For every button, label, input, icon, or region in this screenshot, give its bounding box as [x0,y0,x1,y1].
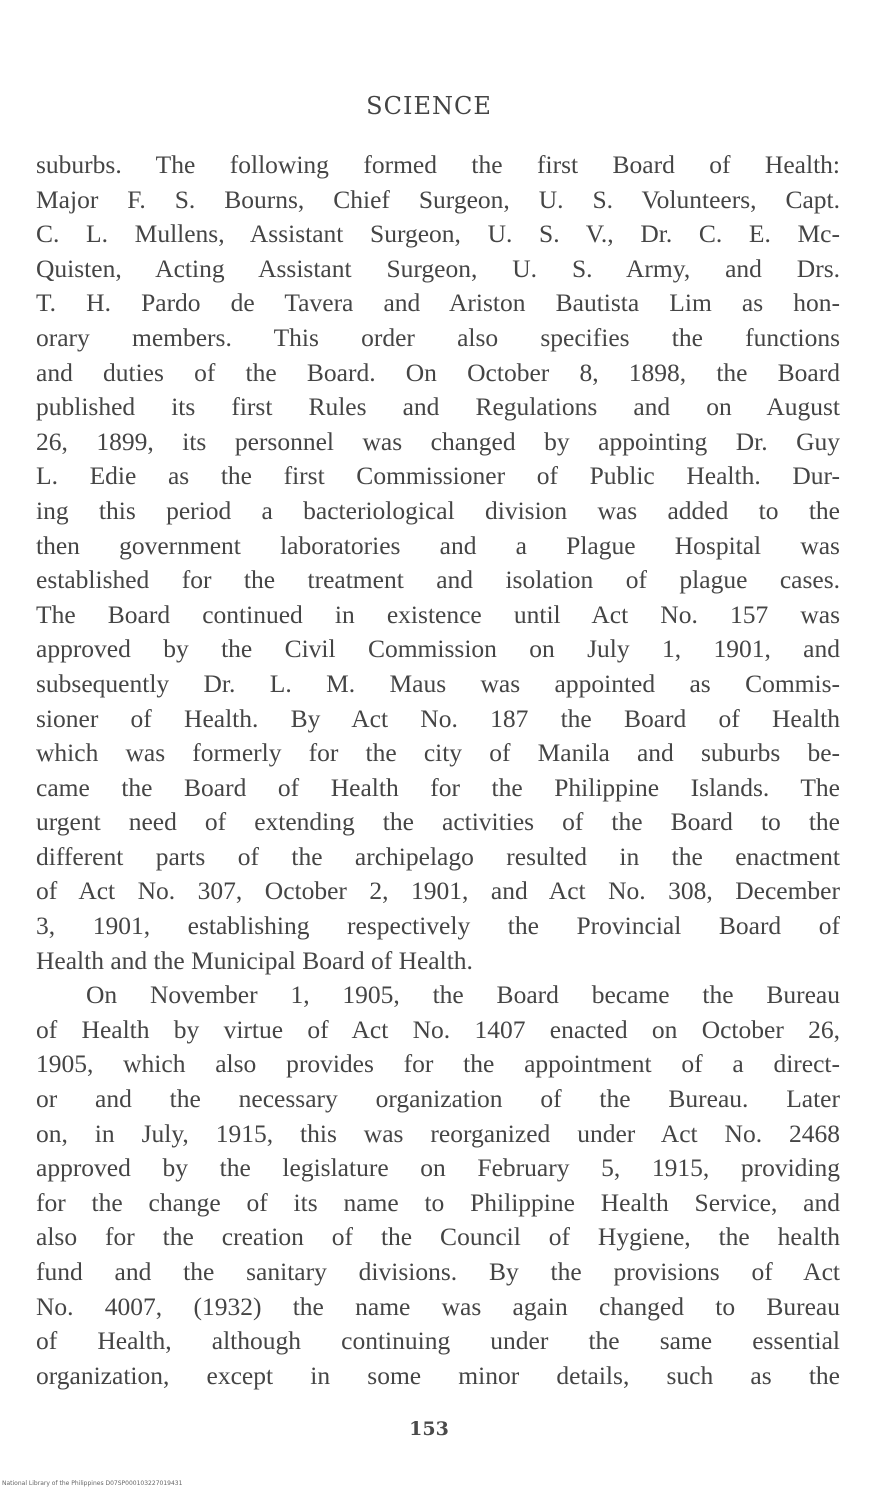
text-line: on, in July, 1915, this was reorganized under Act No. 2468 [36,1118,840,1148]
text-line: came the Board of Health for the Philippine Islands. The [36,772,840,802]
page-number: 153 [409,1418,449,1440]
text-line: Quisten, Acting Assistant Surgeon, U. S. Army, and Drs. [36,253,840,283]
text-line: different parts of the archipelago resulted in the enactment [36,841,840,871]
text-line: urgent need of extending the activities of the Board to the [36,807,840,837]
text-line: of Act No. 307, October 2, 1901, and Act No. 308, December [36,876,840,906]
text-line: On November 1, 1905, the Board became the Bureau [86,980,840,1010]
text-line: T. H. Pardo de Tavera and Ariston Bautista Lim as hon- [36,288,840,318]
text-line: C. L. Mullens, Assistant Surgeon, U. S. V., Dr. C. E. Mc- [36,219,840,249]
text-line: or and the necessary organization of the Bureau. Later [36,1084,840,1114]
text-line: which was formerly for the city of Manila and suburbs be- [36,738,840,768]
text-line: for the change of its name to Philippine Health Service, and [36,1187,840,1217]
text-line: No. 4007, (1932) the name was again changed to Bureau [36,1291,840,1321]
text-line: of Health, although continuing under the same essential [36,1326,840,1356]
text-line: 26, 1899, its personnel was changed by appointing Dr. Guy [36,426,840,456]
text-line: approved by the legislature on February 5, 1915, providing [36,1153,840,1183]
text-line: The Board continued in existence until Act No. 157 was [36,599,840,629]
text-line: established for the treatment and isolation of plague cases. [36,565,840,595]
text-line: ing this period a bacteriological division was added to the [36,495,840,525]
text-line: 1905, which also provides for the appointment of a direct- [36,1049,840,1079]
text-line: Major F. S. Bourns, Chief Surgeon, U. S. Volunteers, Capt. [36,184,840,214]
text-line: sioner of Health. By Act No. 187 the Board of Health [36,703,840,733]
text-line: suburbs. The following formed the first Board of Health: [36,150,840,179]
text-line: orary members. This order also specifies the functions [36,322,840,352]
text-line: L. Edie as the first Commissioner of Public Health. Dur- [36,461,840,491]
text-line: then government laboratories and a Plague Hospital was [36,530,840,560]
text-line: approved by the Civil Commission on July 1, 1901, and [36,634,840,664]
text-line: and duties of the Board. On October 8, 1898, the Board [36,357,840,387]
body-text [36,148,840,1393]
running-head: SCIENCE [366,92,492,120]
text-line: subsequently Dr. L. M. Maus was appointed as Commis- [36,668,840,698]
text-line: Health and the Municipal Board of Health. [36,945,473,975]
text-line: also for the creation of the Council of Hygiene, the health [36,1222,840,1252]
text-line: fund and the sanitary divisions. By the provisions of Act [36,1257,840,1286]
footer-credit: National Library of the Philippines D07SP00010322701​9431 [2,1480,183,1487]
paragraph-1 [36,148,840,978]
text-line: of Health by virtue of Act No. 1407 enacted on October 26, [36,1014,840,1044]
text-line: 3, 1901, establishing respectively the Provincial Board of [36,911,840,941]
text-line: published its first Rules and Regulations and on August [36,392,840,422]
text-line: organization, except in some minor details, such as the [36,1360,840,1390]
paragraph-2 [36,978,840,1393]
